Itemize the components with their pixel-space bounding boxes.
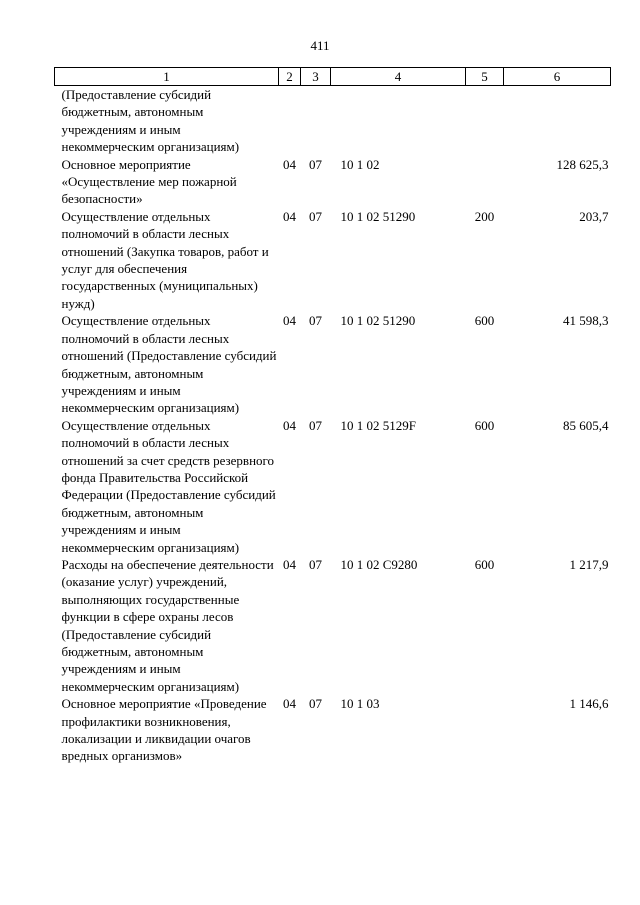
row-amount: 41 598,3 xyxy=(563,313,609,329)
table-row xyxy=(55,556,611,695)
row-section: 04 xyxy=(283,156,296,172)
row-amount: 1 146,6 xyxy=(569,696,609,712)
table-row xyxy=(55,312,611,416)
header-col-2: 2 xyxy=(279,68,301,86)
row-name: Основное мероприятие «Осуществление мер пожарной безопасности» xyxy=(61,156,237,207)
row-section: 04 xyxy=(283,556,296,572)
header-col-1: 1 xyxy=(55,68,279,86)
row-amount: 85 605,4 xyxy=(563,417,609,433)
page-number: 411 xyxy=(310,38,330,53)
row-name: (Предоставление субсидий бюджетным, автономным учреждениям и иным некоммерческим организациям) xyxy=(61,87,240,155)
table-row xyxy=(55,156,611,208)
row-name: Осуществление отдельных полномочий в области лесных отношений (Предоставление субсидий бюджетным, автономным учреждениям и иным некоммерческим организациям) xyxy=(61,313,277,416)
row-section: 04 xyxy=(283,208,296,224)
header-col-4: 4 xyxy=(331,68,466,86)
row-target-code xyxy=(331,86,466,156)
row-subsection: 07 xyxy=(309,208,322,224)
row-subsection xyxy=(301,86,331,156)
row-target-code: 10 1 02 xyxy=(340,156,380,172)
row-section: 04 xyxy=(283,696,296,712)
row-target-code: 10 1 02 5129F xyxy=(340,417,416,433)
row-subsection: 07 xyxy=(309,417,322,433)
row-subsection: 07 xyxy=(309,313,322,329)
row-target-code: 10 1 03 xyxy=(340,696,380,712)
row-expense-type xyxy=(466,695,504,765)
header-col-6: 6 xyxy=(504,68,611,86)
table-row xyxy=(55,208,611,312)
row-section xyxy=(279,86,301,156)
row-amount xyxy=(504,86,611,156)
row-expense-type xyxy=(466,156,504,208)
row-target-code: 10 1 02 51290 xyxy=(340,208,416,224)
header-col-3: 3 xyxy=(301,68,331,86)
row-subsection: 07 xyxy=(309,556,322,572)
row-expense-type xyxy=(466,86,504,156)
row-target-code: 10 1 02 51290 xyxy=(340,313,416,329)
row-expense-type: 600 xyxy=(474,556,495,572)
row-subsection: 07 xyxy=(309,696,322,712)
row-amount: 1 217,9 xyxy=(569,556,609,572)
row-amount: 203,7 xyxy=(579,208,609,224)
row-name: Основное мероприятие «Проведение профилактики возникновения, локализации и ликвидации очагов вредных организмов» xyxy=(61,696,267,764)
budget-table xyxy=(54,67,611,765)
row-expense-type: 200 xyxy=(474,208,495,224)
row-target-code: 10 1 02 С9280 xyxy=(340,556,418,572)
row-name: Осуществление отдельных полномочий в области лесных отношений за счет средств резервного фонда Правительства Российской Федерации (Предоставление субсидий бюджетным, автономным учреждениям и иным некоммерческим организациям) xyxy=(61,417,276,555)
row-section: 04 xyxy=(283,417,296,433)
table-row xyxy=(55,86,611,156)
row-amount: 128 625,3 xyxy=(556,156,609,172)
row-section: 04 xyxy=(283,313,296,329)
row-name: Расходы на обеспечение деятельности (оказание услуг) учреждений, выполняющих государственные функции в сфере охраны лесов (Предоставление субсидий бюджетным, автономным учреждениям и иным некоммерческим организациям) xyxy=(61,556,274,694)
row-subsection: 07 xyxy=(309,156,322,172)
row-expense-type: 600 xyxy=(474,313,495,329)
row-name: Осуществление отдельных полномочий в области лесных отношений (Закупка товаров, работ и услуг для обеспечения государственных (муниципальных) нужд) xyxy=(61,208,269,311)
header-col-5: 5 xyxy=(466,68,504,86)
table-row xyxy=(55,695,611,765)
table-header-row xyxy=(55,68,611,86)
table-row xyxy=(55,417,611,556)
row-expense-type: 600 xyxy=(474,417,495,433)
